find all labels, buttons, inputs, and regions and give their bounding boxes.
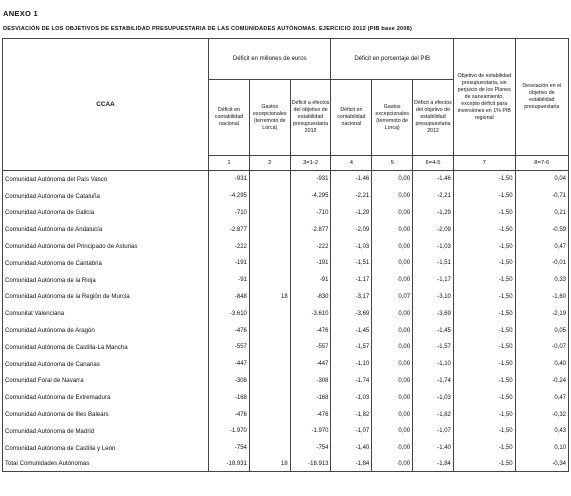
table-body (3, 171, 569, 472)
table-row (3, 423, 569, 440)
value-cell-c1: -4.295 (209, 188, 250, 205)
value-cell-c8: -0,59 (515, 221, 568, 238)
region-name-cell: Comunidad Autónoma de Aragón (3, 322, 209, 339)
value-cell-c6: -1,74 (413, 373, 454, 390)
value-cell-c6: -1,57 (413, 339, 454, 356)
col-number-5: 5 (372, 156, 413, 171)
table-row (3, 356, 569, 373)
value-cell-c3: -168 (290, 389, 331, 406)
value-cell-c1: -754 (209, 440, 250, 457)
value-cell-c2 (249, 221, 290, 238)
value-cell-c3: -476 (290, 322, 331, 339)
value-cell-c8: -1,60 (515, 289, 568, 306)
value-cell-c4: -2,09 (331, 221, 372, 238)
col-header-4: Déficit en contabilidad nacional (331, 80, 372, 156)
value-cell-c8: 0,33 (515, 272, 568, 289)
table-row (3, 322, 569, 339)
value-cell-c4: -1,74 (331, 373, 372, 390)
value-cell-c3: -710 (290, 205, 331, 222)
value-cell-c3: -830 (290, 289, 331, 306)
value-cell-c3: -222 (290, 238, 331, 255)
value-cell-c4: -3,69 (331, 305, 372, 322)
region-name-cell: Comunidad Autónoma del País Vasco (3, 171, 209, 188)
ccaa-header: CCAA (3, 39, 209, 171)
value-cell-c6: -1,84 (413, 457, 454, 472)
value-cell-c3: -18.913 (290, 457, 331, 472)
value-cell-c8: -0,07 (515, 339, 568, 356)
value-cell-c4: -1,03 (331, 389, 372, 406)
value-cell-c6: -1,45 (413, 322, 454, 339)
region-name-cell: Comunidad Autónoma de Cantabria (3, 255, 209, 272)
value-cell-c5: 0,00 (372, 457, 413, 472)
annex-title: ANEXO 1 (3, 9, 39, 18)
value-cell-c4: -2,21 (331, 188, 372, 205)
value-cell-c7: -1,50 (453, 339, 515, 356)
table-row (3, 238, 569, 255)
value-cell-c1: -848 (209, 289, 250, 306)
value-cell-c4: -1,82 (331, 406, 372, 423)
value-cell-c5: 0,00 (372, 238, 413, 255)
value-cell-c7: -1,50 (453, 272, 515, 289)
value-cell-c4: -1,29 (331, 205, 372, 222)
value-cell-c5: 0,00 (372, 423, 413, 440)
col-number-7: 7 (453, 156, 515, 171)
value-cell-c6: -1,03 (413, 389, 454, 406)
group-header-pib: Déficit en porcentaje del PIB (331, 39, 453, 80)
value-cell-c5: 0,00 (372, 255, 413, 272)
value-cell-c1: -476 (209, 406, 250, 423)
col-number-1: 1 (209, 156, 250, 171)
value-cell-c4: -1,51 (331, 255, 372, 272)
value-cell-c7: -1,50 (453, 440, 515, 457)
table-row (3, 389, 569, 406)
col-header-5: Gastos excepcionales (terremoto de Lorca) (372, 80, 413, 156)
value-cell-c8: -0,24 (515, 373, 568, 390)
value-cell-c4: -1,84 (331, 457, 372, 472)
value-cell-c8: 0,40 (515, 356, 568, 373)
value-cell-c4: -1,17 (331, 272, 372, 289)
value-cell-c6: -1,10 (413, 356, 454, 373)
value-cell-c1: -710 (209, 205, 250, 222)
value-cell-c1: -1.970 (209, 423, 250, 440)
value-cell-c7: -1,50 (453, 322, 515, 339)
value-cell-c3: -308 (290, 373, 331, 390)
value-cell-c8: 0,04 (515, 171, 568, 188)
value-cell-c2: 18 (249, 457, 290, 472)
value-cell-c4: -1,57 (331, 339, 372, 356)
value-cell-c2 (249, 171, 290, 188)
value-cell-c6: -2,21 (413, 188, 454, 205)
value-cell-c6: -1,46 (413, 171, 454, 188)
value-cell-c2 (249, 373, 290, 390)
value-cell-c3: -447 (290, 356, 331, 373)
value-cell-c2 (249, 356, 290, 373)
value-cell-c3: -754 (290, 440, 331, 457)
value-cell-c8: -0,71 (515, 188, 568, 205)
value-cell-c7: -1,50 (453, 457, 515, 472)
value-cell-c2: 18 (249, 289, 290, 306)
region-name-cell: Comunidad Autónoma de la Región de Murcia (3, 289, 209, 306)
value-cell-c7: -1,50 (453, 238, 515, 255)
value-cell-c3: -91 (290, 272, 331, 289)
value-cell-c7: -1,50 (453, 221, 515, 238)
region-name-cell: Comunidad Foral de Navarra (3, 373, 209, 390)
region-name-cell: Comunidad Autónoma de Cataluña (3, 188, 209, 205)
region-name-cell: Total Comunidades Autónomas (3, 457, 209, 472)
value-cell-c8: -0,01 (515, 255, 568, 272)
total-row (3, 457, 569, 472)
value-cell-c6: -1,07 (413, 423, 454, 440)
value-cell-c2 (249, 423, 290, 440)
table-row (3, 373, 569, 390)
table-row (3, 205, 569, 222)
value-cell-c6: -3,10 (413, 289, 454, 306)
value-cell-c2 (249, 389, 290, 406)
value-cell-c2 (249, 238, 290, 255)
value-cell-c2 (249, 205, 290, 222)
value-cell-c1: -222 (209, 238, 250, 255)
value-cell-c7: -1,50 (453, 406, 515, 423)
value-cell-c3: -3.610 (290, 305, 331, 322)
value-cell-c1: -931 (209, 171, 250, 188)
value-cell-c1: -447 (209, 356, 250, 373)
value-cell-c2 (249, 322, 290, 339)
region-name-cell: Comunidad Autónoma de Castilla y León (3, 440, 209, 457)
region-name-cell: Comunidad Autónoma de Madrid (3, 423, 209, 440)
col-header-3: Déficit a efectos del objetivo de estabilidad presupuestaria 2012 (290, 80, 331, 156)
col-number-8: 8=7-6 (515, 156, 568, 171)
value-cell-c3: -557 (290, 339, 331, 356)
region-name-cell: Comunitat Valenciana (3, 305, 209, 322)
table-row (3, 289, 569, 306)
value-cell-c5: 0,00 (372, 373, 413, 390)
region-name-cell: Comunidad Autónoma de Galicia (3, 205, 209, 222)
value-cell-c1: -557 (209, 339, 250, 356)
region-name-cell: Comunidad Autónoma de Extremadura (3, 389, 209, 406)
value-cell-c1: -91 (209, 272, 250, 289)
value-cell-c5: 0,00 (372, 188, 413, 205)
value-cell-c2 (249, 305, 290, 322)
value-cell-c7: -1,50 (453, 356, 515, 373)
region-name-cell: Comunidad Autónoma de Canarias (3, 356, 209, 373)
value-cell-c6: -1,51 (413, 255, 454, 272)
value-cell-c4: -1,46 (331, 171, 372, 188)
value-cell-c2 (249, 188, 290, 205)
value-cell-c5: 0,00 (372, 339, 413, 356)
value-cell-c6: -1,03 (413, 238, 454, 255)
value-cell-c4: -1,03 (331, 238, 372, 255)
value-cell-c3: -931 (290, 171, 331, 188)
value-cell-c5: 0,00 (372, 272, 413, 289)
value-cell-c2 (249, 440, 290, 457)
col-header-7: Objetivo de estabilidad presupuestaria, sin perjuicio de los Planes de saneamiento, excepto déficit para inversiones en 1% PIB regional (453, 39, 515, 156)
value-cell-c5: 0,00 (372, 305, 413, 322)
value-cell-c2 (249, 272, 290, 289)
value-cell-c4: -1,40 (331, 440, 372, 457)
value-cell-c5: 0,00 (372, 322, 413, 339)
region-name-cell: Comunidad Autónoma del Principado de Asturias (3, 238, 209, 255)
value-cell-c1: -308 (209, 373, 250, 390)
value-cell-c1: -3.610 (209, 305, 250, 322)
value-cell-c7: -1,50 (453, 188, 515, 205)
value-cell-c8: -0,32 (515, 406, 568, 423)
col-header-8: Desviación en el objetivo de estabilidad presupuestaria (515, 39, 568, 156)
col-header-2: Gastos excepcionales (terremoto de Lorca) (249, 80, 290, 156)
value-cell-c6: -2,09 (413, 221, 454, 238)
value-cell-c5: 0,00 (372, 389, 413, 406)
value-cell-c7: -1,50 (453, 423, 515, 440)
col-number-4: 4 (331, 156, 372, 171)
value-cell-c5: 0,07 (372, 289, 413, 306)
col-header-1: Déficit en contabilidad nacional (209, 80, 250, 156)
value-cell-c1: -2.877 (209, 221, 250, 238)
value-cell-c5: 0,00 (372, 205, 413, 222)
deficit-table (2, 38, 569, 472)
value-cell-c4: -1,10 (331, 356, 372, 373)
value-cell-c3: -2.877 (290, 221, 331, 238)
col-number-6: 6=4-5 (413, 156, 454, 171)
table-caption: DESVIACIÓN DE LOS OBJETIVOS DE ESTABILIDAD PRESUPUESTARIA DE LAS COMUNIDADES AUTÓNOMAS. EJERCICIO 2012 (PIB base 2008) (3, 26, 413, 32)
value-cell-c7: -1,50 (453, 305, 515, 322)
value-cell-c1: -191 (209, 255, 250, 272)
col-header-6: Déficit a efectos del objetivo de estabilidad presupuestaria 2012 (413, 80, 454, 156)
value-cell-c5: 0,00 (372, 406, 413, 423)
table-row (3, 305, 569, 322)
value-cell-c6: -1,40 (413, 440, 454, 457)
table-row (3, 440, 569, 457)
value-cell-c7: -1,50 (453, 373, 515, 390)
value-cell-c2 (249, 339, 290, 356)
table-row (3, 339, 569, 356)
value-cell-c6: -3,69 (413, 305, 454, 322)
value-cell-c2 (249, 255, 290, 272)
value-cell-c7: -1,50 (453, 255, 515, 272)
col-number-2: 2 (249, 156, 290, 171)
value-cell-c1: -168 (209, 389, 250, 406)
value-cell-c7: -1,50 (453, 389, 515, 406)
value-cell-c6: -1,82 (413, 406, 454, 423)
value-cell-c4: -1,45 (331, 322, 372, 339)
region-name-cell: Comunidad Autónoma de Illes Balears (3, 406, 209, 423)
value-cell-c8: 0,05 (515, 322, 568, 339)
region-name-cell: Comunidad Autónoma de la Rioja (3, 272, 209, 289)
col-number-3: 3=1-2 (290, 156, 331, 171)
value-cell-c3: -191 (290, 255, 331, 272)
value-cell-c6: -1,29 (413, 205, 454, 222)
region-name-cell: Comunidad Autónoma de Castilla-La Mancha (3, 339, 209, 356)
table-row (3, 221, 569, 238)
value-cell-c2 (249, 406, 290, 423)
value-cell-c5: 0,00 (372, 356, 413, 373)
table-row (3, 188, 569, 205)
value-cell-c8: -2,19 (515, 305, 568, 322)
region-name-cell: Comunidad Autónoma de Andalucía (3, 221, 209, 238)
table-row (3, 406, 569, 423)
value-cell-c7: -1,50 (453, 205, 515, 222)
value-cell-c5: 0,00 (372, 440, 413, 457)
value-cell-c8: 0,47 (515, 238, 568, 255)
value-cell-c4: -3,17 (331, 289, 372, 306)
value-cell-c8: 0,43 (515, 423, 568, 440)
value-cell-c8: 0,21 (515, 205, 568, 222)
value-cell-c6: -1,17 (413, 272, 454, 289)
table-row (3, 171, 569, 188)
value-cell-c7: -1,50 (453, 289, 515, 306)
value-cell-c7: -1,50 (453, 171, 515, 188)
value-cell-c8: 0,47 (515, 389, 568, 406)
value-cell-c4: -1,07 (331, 423, 372, 440)
table-row (3, 255, 569, 272)
value-cell-c3: -476 (290, 406, 331, 423)
value-cell-c1: -18.931 (209, 457, 250, 472)
value-cell-c8: -0,34 (515, 457, 568, 472)
value-cell-c5: 0,00 (372, 221, 413, 238)
value-cell-c8: 0,10 (515, 440, 568, 457)
group-header-millions: Déficit en millones de euros (209, 39, 331, 80)
value-cell-c5: 0,00 (372, 171, 413, 188)
value-cell-c3: -4.295 (290, 188, 331, 205)
value-cell-c1: -476 (209, 322, 250, 339)
table-row (3, 272, 569, 289)
value-cell-c3: -1.970 (290, 423, 331, 440)
